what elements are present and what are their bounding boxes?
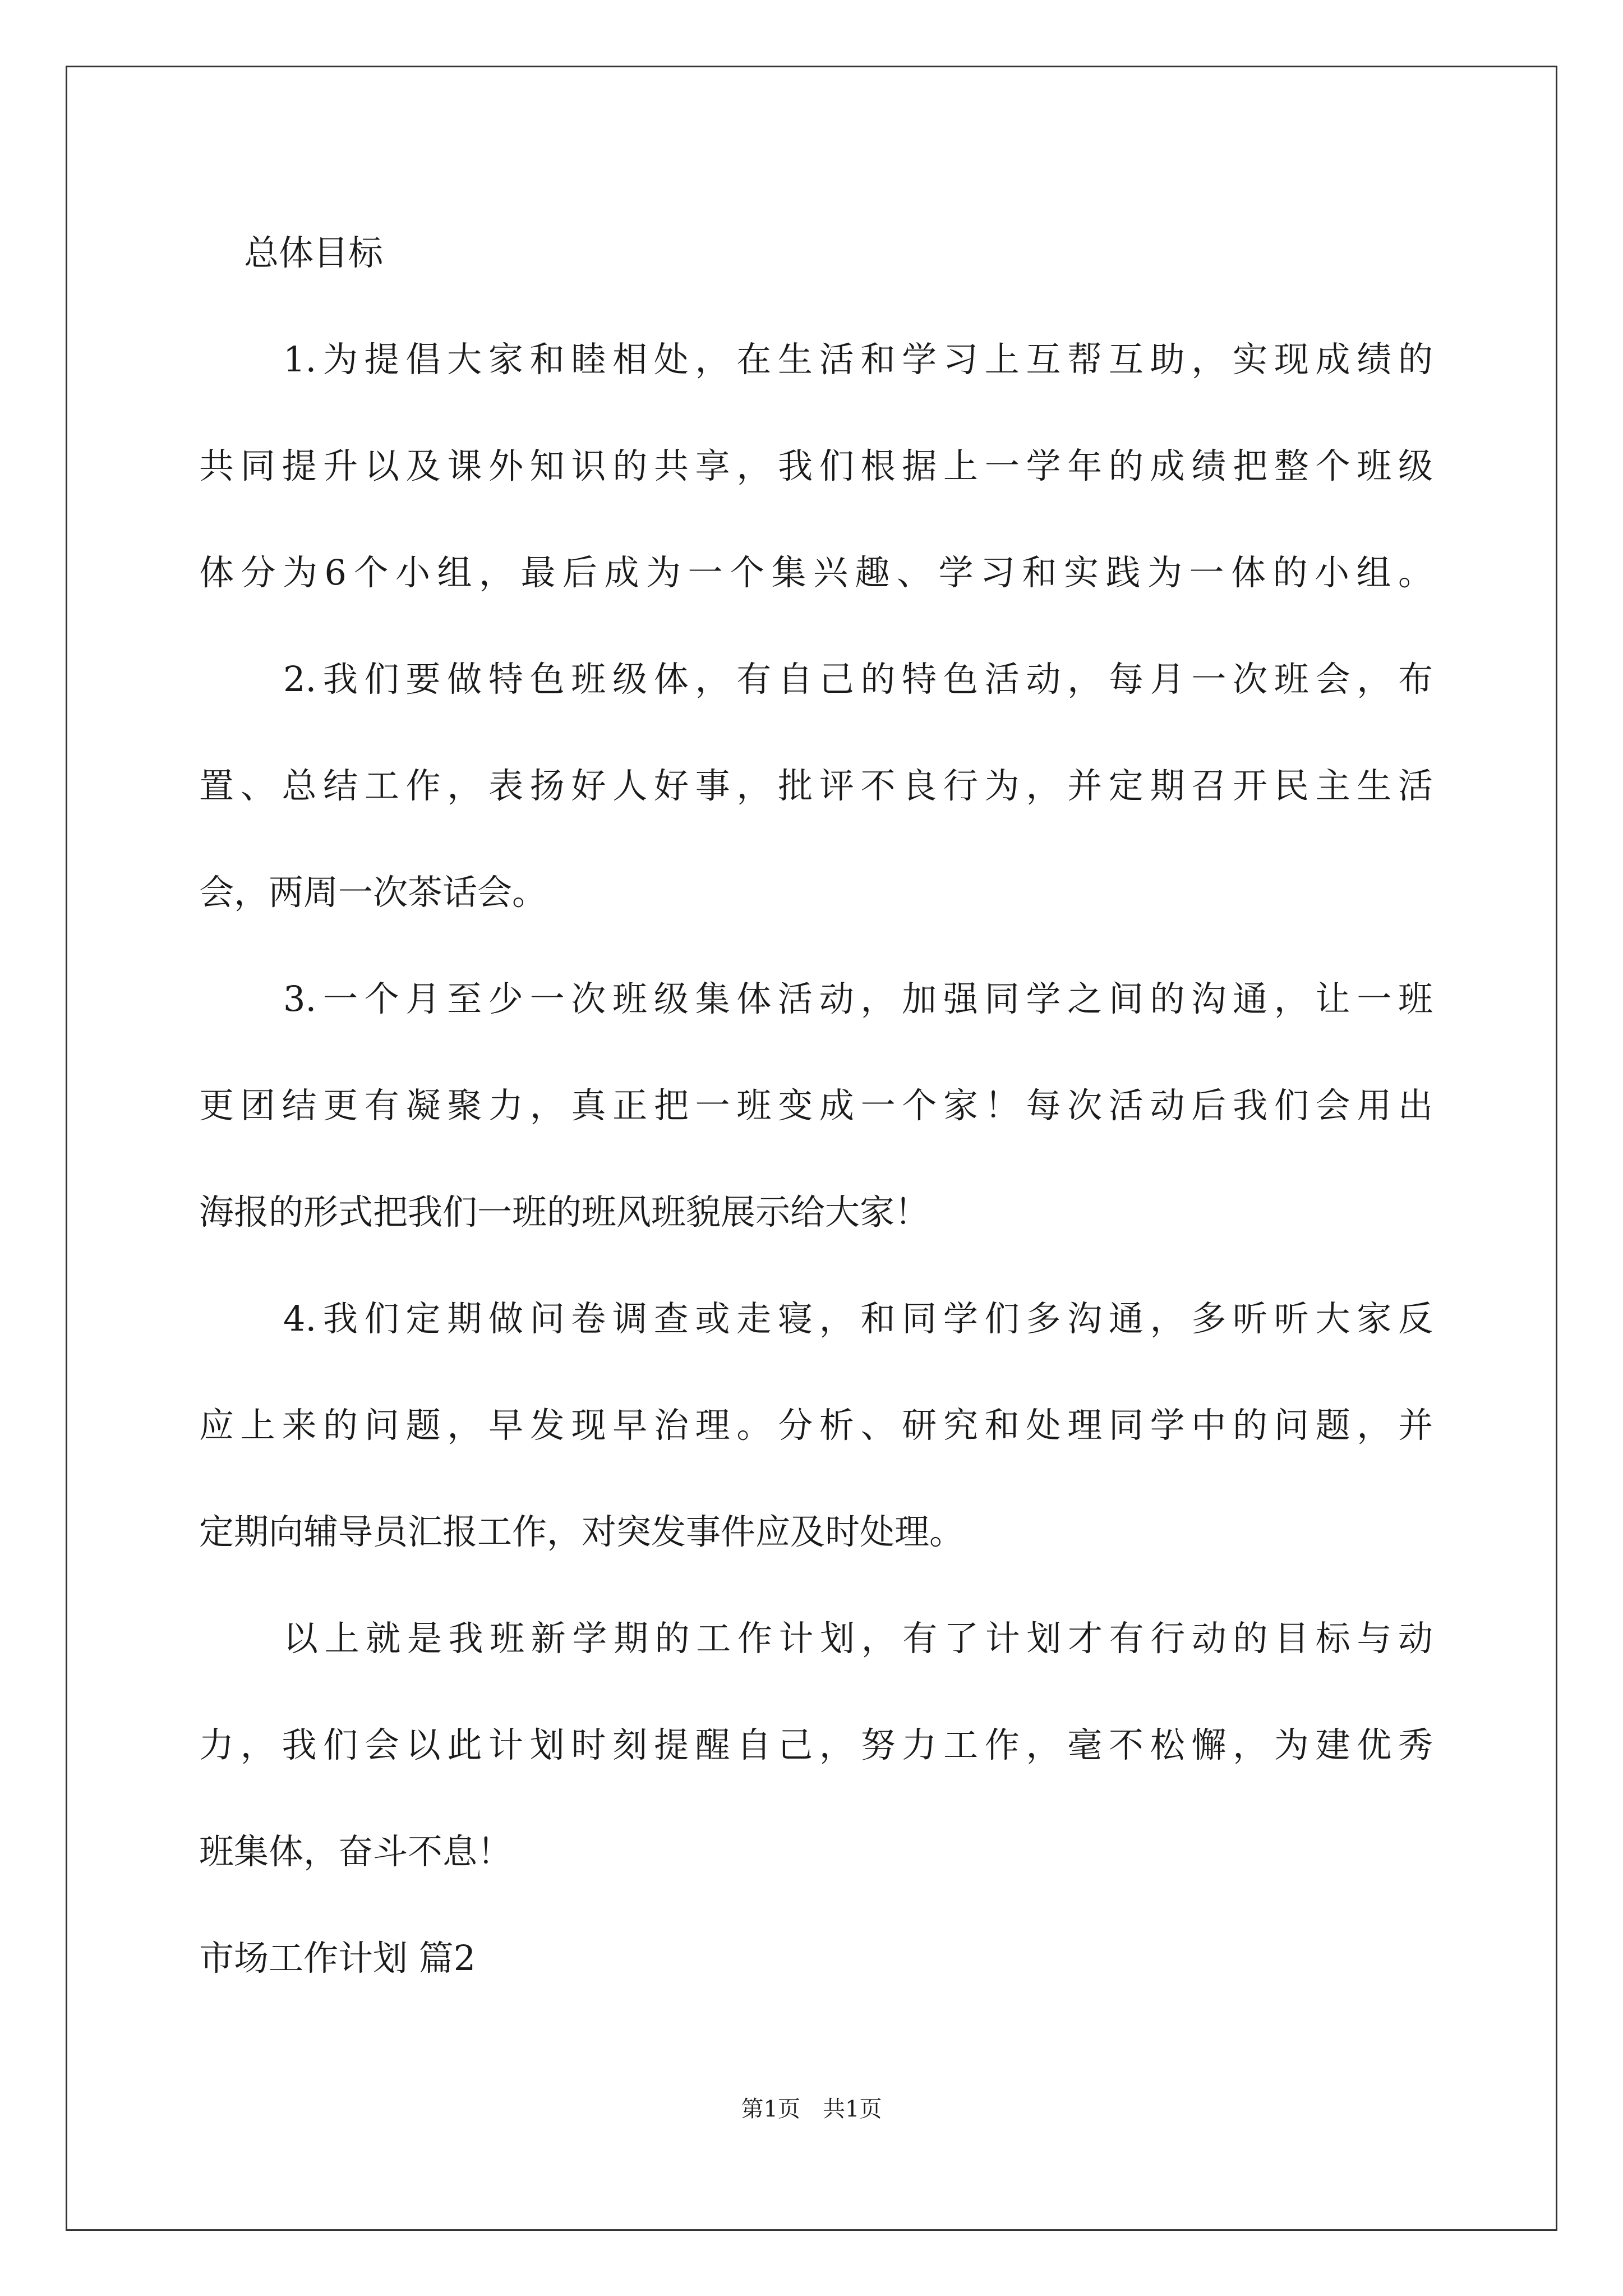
paragraph-line: 体分为6个小组，最后成为一个集兴趣、学习和实践为一体的小组。 (199, 552, 1433, 593)
section-title: 市场工作计划 篇2 (199, 1938, 476, 1978)
paragraph-line: 共同提升以及课外知识的共享，我们根据上一学年的成绩把整个班级 (199, 445, 1433, 486)
paragraph-line: 4.我们定期做问卷调查或走寝，和同学们多沟通，多听听大家反 (283, 1298, 1433, 1339)
paragraph-line: 会，两周一次茶话会。 (199, 872, 547, 913)
page-number: 第1页 (741, 2096, 800, 2122)
paragraph-line: 更团结更有凝聚力，真正把一班变成一个家！每次活动后我们会用出 (199, 1085, 1433, 1126)
paragraph-line: 3.一个月至少一次班级集体活动，加强同学之间的沟通，让一班 (283, 978, 1433, 1019)
paragraph-line: 班集体，奋斗不息！ (199, 1831, 513, 1872)
page-border (66, 66, 1557, 2231)
paragraph-line: 力，我们会以此计划时刻提醒自己，努力工作，毫不松懈，为建优秀 (199, 1724, 1433, 1765)
paragraph-line: 1.为提倡大家和睦相处，在生活和学习上互帮互助，实现成绩的 (283, 339, 1433, 380)
page-footer (0, 2098, 1623, 2120)
page-total: 共1页 (823, 2096, 882, 2122)
heading-overall-goals: 总体目标 (244, 232, 384, 273)
paragraph-line: 海报的形式把我们一班的班风班貌展示给大家！ (199, 1191, 930, 1232)
paragraph-line: 以上就是我班新学期的工作计划，有了计划才有行动的目标与动 (283, 1618, 1433, 1659)
paragraph-line: 置、总结工作，表扬好人好事，批评不良行为，并定期召开民主生活 (199, 765, 1433, 806)
paragraph-line: 应上来的问题，早发现早治理。分析、研究和处理同学中的问题，并 (199, 1405, 1433, 1446)
paragraph-line: 定期向辅导员汇报工作，对突发事件应及时处理。 (199, 1511, 965, 1552)
paragraph-line: 2.我们要做特色班级体，有自己的特色活动，每月一次班会，布 (283, 659, 1433, 700)
